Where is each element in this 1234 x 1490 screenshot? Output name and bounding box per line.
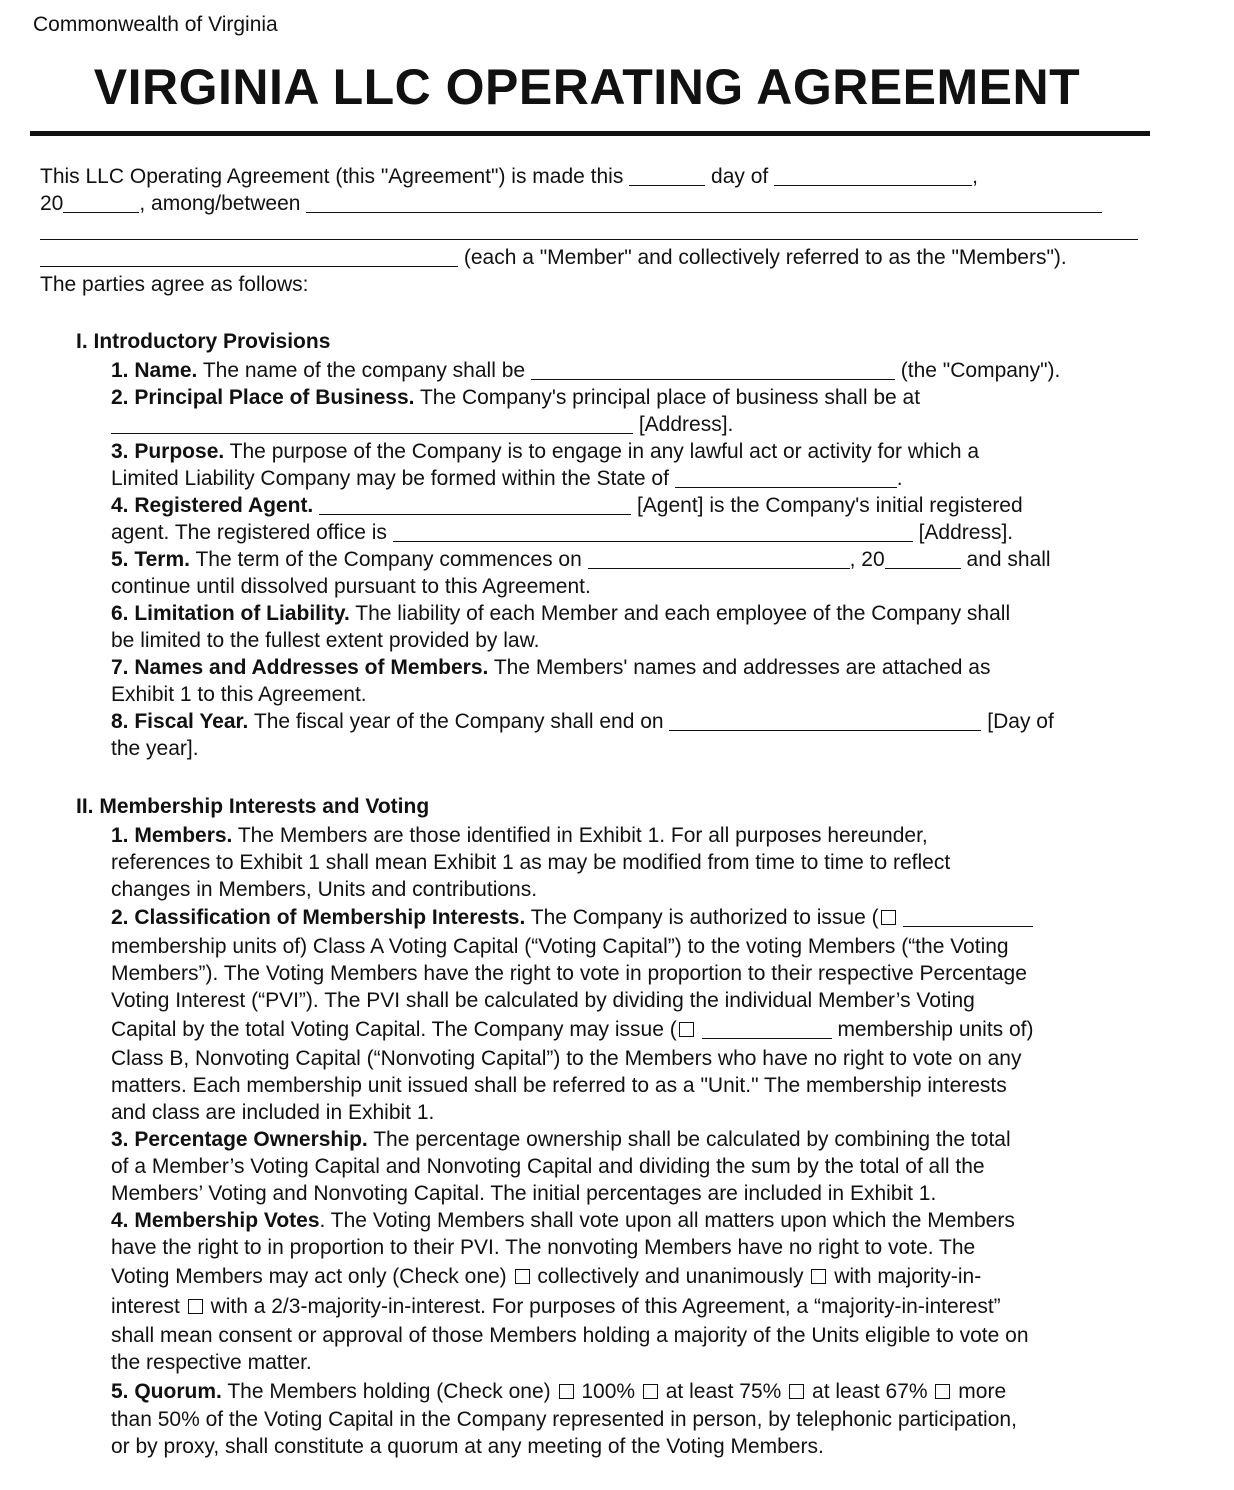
clause-text: [Agent] is the Company's initial registered bbox=[636, 494, 1023, 517]
section-2-heading: II. Membership Interests and Voting bbox=[76, 795, 430, 818]
parties-blank[interactable] bbox=[306, 192, 1102, 213]
clause-text: . The Voting Members shall vote upon all matters upon which the Members bbox=[319, 1209, 1015, 1232]
clause-text: [Day of bbox=[987, 710, 1054, 733]
intro-text: (each a "Member" and collectively referred to as the "Members"). bbox=[463, 246, 1067, 269]
clause-liability bbox=[111, 600, 1010, 627]
clause-text: collectively and unanimously bbox=[537, 1265, 804, 1288]
company-name-blank[interactable] bbox=[531, 359, 895, 380]
intro-text: This LLC Operating Agreement (this "Agreement") is made this bbox=[40, 165, 624, 188]
state-blank[interactable] bbox=[675, 467, 897, 488]
title-divider bbox=[30, 131, 1150, 136]
clause-text: The Members holding (Check one) bbox=[227, 1380, 551, 1403]
clause-text: The Company's principal place of business shall be at bbox=[419, 386, 921, 409]
clause-text: Voting Members may act only (Check one) bbox=[111, 1265, 507, 1288]
clause-votes-4 bbox=[111, 1293, 1001, 1320]
checkbox-67[interactable] bbox=[789, 1384, 804, 1399]
clause-text: The purpose of the Company is to engage in any lawful act or activity for which a bbox=[229, 440, 980, 463]
checkbox-unanimous[interactable] bbox=[515, 1269, 530, 1284]
clause-purpose bbox=[111, 438, 979, 465]
intro-line-3 bbox=[40, 217, 1138, 244]
clause-label: 6. Limitation of Liability. bbox=[111, 602, 350, 625]
clause-label: 4. Membership Votes bbox=[111, 1209, 320, 1232]
clause-class-7: matters. Each membership unit issued shall be referred to as a "Unit." The membership interests bbox=[111, 1074, 1007, 1097]
checkbox-50[interactable] bbox=[935, 1384, 950, 1399]
clause-votes-3 bbox=[111, 1263, 981, 1290]
parties-blank-2[interactable] bbox=[40, 219, 1138, 240]
clause-term-2: continue until dissolved pursuant to this Agreement. bbox=[111, 575, 591, 598]
clause-label: 3. Purpose. bbox=[111, 440, 225, 463]
clause-votes bbox=[111, 1207, 1015, 1234]
clause-text: The liability of each Member and each employee of the Company shall bbox=[355, 602, 1011, 625]
clause-text: The fiscal year of the Company shall end on bbox=[253, 710, 664, 733]
jurisdiction-label: Commonwealth of Virginia bbox=[33, 13, 278, 36]
checkbox-two-thirds[interactable] bbox=[188, 1299, 203, 1314]
clause-members bbox=[111, 822, 928, 849]
section-1-heading: I. Introductory Provisions bbox=[76, 330, 331, 353]
clause-text: with a 2/3-majority-in-interest. For purposes of this Agreement, a “majority-in-interest” bbox=[210, 1295, 1001, 1318]
clause-label: 7. Names and Addresses of Members. bbox=[111, 656, 489, 679]
clause-quorum-3: or by proxy, shall constitute a quorum at any meeting of the Voting Members. bbox=[111, 1435, 824, 1458]
clause-label: 5. Quorum. bbox=[111, 1380, 222, 1403]
clause-votes-6: the respective matter. bbox=[111, 1351, 312, 1374]
clause-votes-2: have the right to in proportion to their PVI. The nonvoting Members have no right to vote. The bbox=[111, 1236, 976, 1259]
clause-text: with majority-in- bbox=[834, 1265, 982, 1288]
clause-class-3: Members”). The Voting Members have the right to vote in proportion to their respective Percentage bbox=[111, 962, 1027, 985]
clause-label: 2. Classification of Membership Interests. bbox=[111, 906, 526, 929]
clause-text: The name of the company shall be bbox=[202, 359, 526, 382]
clause-label: 4. Registered Agent. bbox=[111, 494, 314, 517]
clause-quorum bbox=[111, 1378, 1006, 1405]
clause-name bbox=[111, 357, 1060, 384]
term-date-blank[interactable] bbox=[588, 548, 850, 569]
intro-text: 20 bbox=[40, 192, 64, 215]
clause-agent bbox=[111, 492, 1023, 519]
parties-blank-3[interactable] bbox=[40, 246, 458, 267]
checkbox-100[interactable] bbox=[559, 1384, 574, 1399]
clause-label: 1. Members. bbox=[111, 824, 233, 847]
clause-class bbox=[111, 904, 1033, 931]
agent-blank[interactable] bbox=[319, 494, 631, 515]
clause-names bbox=[111, 654, 990, 681]
class-a-units-blank[interactable] bbox=[903, 906, 1033, 927]
month-blank[interactable] bbox=[774, 165, 972, 186]
clause-term bbox=[111, 546, 1051, 573]
registered-office-blank[interactable] bbox=[393, 521, 913, 542]
clause-members-2: references to Exhibit 1 shall mean Exhibit 1 as may be modified from time to time to reflect bbox=[111, 851, 951, 874]
clause-label: 5. Term. bbox=[111, 548, 190, 571]
clause-label: 2. Principal Place of Business. bbox=[111, 386, 415, 409]
clause-label: 3. Percentage Ownership. bbox=[111, 1128, 368, 1151]
intro-text: , among/between bbox=[139, 192, 301, 215]
clause-votes-5: shall mean consent or approval of those Members holding a majority of the Units eligible to vote on bbox=[111, 1324, 1029, 1347]
clause-text: Capital by the total Voting Capital. The Company may issue ( bbox=[111, 1018, 677, 1041]
intro-line-1 bbox=[40, 163, 978, 190]
clause-text: The Members are those identified in Exhibit 1. For all purposes hereunder, bbox=[237, 824, 928, 847]
class-b-units-blank[interactable] bbox=[702, 1018, 832, 1039]
intro-text: day of bbox=[711, 165, 769, 188]
clause-text: at least 67% bbox=[812, 1380, 928, 1403]
clause-fiscal bbox=[111, 708, 1054, 735]
clause-fiscal-2: the year]. bbox=[111, 737, 199, 760]
clause-text: . bbox=[896, 467, 903, 490]
clause-label: 8. Fiscal Year. bbox=[111, 710, 249, 733]
clause-text: and shall bbox=[966, 548, 1051, 571]
clause-text: Limited Liability Company may be formed within the State of bbox=[111, 467, 669, 490]
clause-text: agent. The registered office is bbox=[111, 521, 387, 544]
clause-percentage-3: Members’ Voting and Nonvoting Capital. The initial percentages are included in Exhibit 1. bbox=[111, 1182, 937, 1205]
clause-class-8: and class are included in Exhibit 1. bbox=[111, 1101, 435, 1124]
clause-members-3: changes in Members, Units and contributions. bbox=[111, 878, 538, 901]
clause-text: The Company is authorized to issue ( bbox=[530, 906, 879, 929]
clause-names-2: Exhibit 1 to this Agreement. bbox=[111, 683, 367, 706]
intro-line-4 bbox=[40, 244, 1067, 271]
clause-text: membership units of) bbox=[837, 1018, 1034, 1041]
clause-text: more bbox=[958, 1380, 1007, 1403]
year-blank[interactable] bbox=[63, 192, 139, 213]
clause-text: [Address]. bbox=[638, 413, 734, 436]
business-address-blank[interactable] bbox=[111, 413, 633, 434]
clause-percentage bbox=[111, 1126, 1011, 1153]
clause-text: at least 75% bbox=[665, 1380, 782, 1403]
checkbox-75[interactable] bbox=[643, 1384, 658, 1399]
clause-text: The percentage ownership shall be calculated by combining the total bbox=[373, 1128, 1011, 1151]
intro-line-5: The parties agree as follows: bbox=[40, 273, 309, 296]
checkbox-majority[interactable] bbox=[811, 1269, 826, 1284]
clause-class-2: membership units of) Class A Voting Capital (“Voting Capital”) to the voting Members (“the Voting bbox=[111, 935, 1009, 958]
clause-purpose-2 bbox=[111, 465, 903, 492]
day-blank[interactable] bbox=[629, 165, 705, 186]
term-year-blank[interactable] bbox=[885, 548, 961, 569]
clause-text: 100% bbox=[581, 1380, 636, 1403]
clause-liability-2: be limited to the fullest extent provided by law. bbox=[111, 629, 540, 652]
fiscal-year-blank[interactable] bbox=[669, 710, 981, 731]
clause-text: (the "Company"). bbox=[900, 359, 1061, 382]
clause-agent-2 bbox=[111, 519, 1013, 546]
clause-class-5 bbox=[111, 1016, 1034, 1043]
clause-quorum-2: than 50% of the Voting Capital in the Company represented in person, by telephonic participation, bbox=[111, 1408, 1017, 1431]
clause-text: [Address]. bbox=[918, 521, 1014, 544]
clause-text: interest bbox=[111, 1295, 180, 1318]
intro-line-2 bbox=[40, 190, 1102, 217]
clause-text: , 20 bbox=[849, 548, 885, 571]
clause-class-4: Voting Interest (“PVI”). The PVI shall be calculated by dividing the individual Member’s Voting bbox=[111, 989, 975, 1012]
checkbox[interactable] bbox=[679, 1022, 694, 1037]
checkbox[interactable] bbox=[881, 910, 896, 925]
clause-label: 1. Name. bbox=[111, 359, 198, 382]
document-title: VIRGINIA LLC OPERATING AGREEMENT bbox=[93, 59, 1081, 115]
clause-place bbox=[111, 384, 920, 411]
clause-place-2 bbox=[111, 411, 733, 438]
clause-text: The Members' names and addresses are attached as bbox=[493, 656, 991, 679]
clause-percentage-2: of a Member’s Voting Capital and Nonvoting Capital and dividing the sum by the total of all the bbox=[111, 1155, 985, 1178]
clause-text: The term of the Company commences on bbox=[195, 548, 582, 571]
clause-class-6: Class B, Nonvoting Capital (“Nonvoting Capital”) to the Members who have no right to vote on any bbox=[111, 1047, 1022, 1070]
intro-text: , bbox=[972, 165, 978, 188]
